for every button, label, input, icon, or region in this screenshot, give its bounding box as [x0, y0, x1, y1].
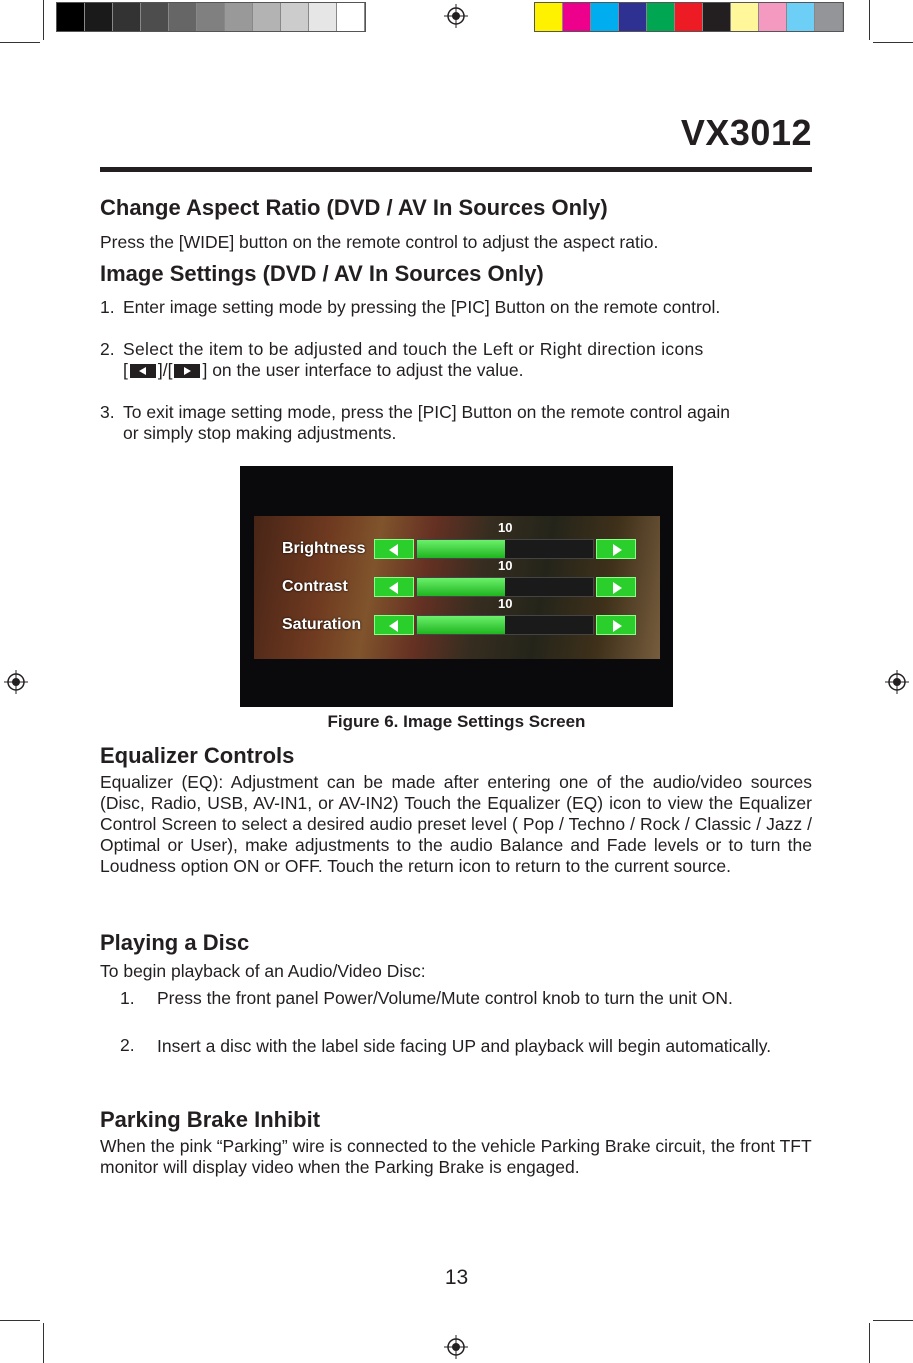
image-settings-heading: Image Settings (DVD / AV In Sources Only) [100, 261, 544, 286]
gray-swatch [253, 3, 281, 31]
slider-fill [417, 616, 505, 634]
gray-swatch [309, 3, 337, 31]
image-settings-screenshot [240, 466, 673, 707]
cmyk-color-bar [534, 2, 844, 32]
gray-swatch [197, 3, 225, 31]
gray-swatch [57, 3, 85, 31]
gray-swatch [85, 3, 113, 31]
setting-value: 10 [498, 558, 513, 573]
right-arrow-icon [613, 582, 622, 594]
decrease-button[interactable] [374, 615, 414, 635]
equalizer-text: Equalizer (EQ): Adjustment can be made after entering one of the audio/video sources (Disc, Radio, USB, AV-IN1, or AV-IN2) Touch the Equalizer (EQ) icon to view the Equalizer Control Screen to select a desired audio preset level ( Pop / Techno / Rock / Classic / Jazz / Optimal or User), make adjustments to the audio Balance and Fade levels or to turn the Loudness option ON or OFF. Touch the return icon to return to the current source. [100, 772, 812, 876]
setting-label: Saturation [282, 616, 362, 633]
left-arrow-icon [130, 364, 156, 378]
model-title: VX3012 [680, 112, 812, 153]
increase-button[interactable] [596, 577, 636, 597]
color-swatch [759, 3, 787, 31]
slider-fill [417, 540, 505, 558]
increase-button[interactable] [596, 615, 636, 635]
parking-brake-heading: Parking Brake Inhibit [100, 1107, 321, 1132]
crop-mark [869, 1323, 870, 1363]
registration-mark-icon [444, 4, 468, 28]
decrease-button[interactable] [374, 539, 414, 559]
parking-brake-text: When the pink “Parking” wire is connected to the vehicle Parking Brake circuit, the front TFT monitor will display video when the Parking Brake is engaged. [100, 1136, 812, 1177]
setting-slider[interactable] [416, 539, 594, 559]
gray-swatch [169, 3, 197, 31]
step-text: Press the front panel Power/Volume/Mute control knob to turn the unit ON. [157, 988, 733, 1008]
step-number: 2. [100, 339, 115, 359]
left-arrow-icon [389, 582, 398, 594]
registration-mark-icon [885, 670, 909, 694]
color-swatch [619, 3, 647, 31]
registration-mark-icon [4, 670, 28, 694]
page-number: 13 [444, 1266, 469, 1289]
setting-label: Brightness [282, 540, 366, 557]
color-swatch [703, 3, 731, 31]
setting-slider[interactable] [416, 577, 594, 597]
crop-mark [873, 42, 913, 43]
playing-disc-intro: To begin playback of an Audio/Video Disc: [100, 961, 426, 981]
color-swatch [675, 3, 703, 31]
color-swatch [787, 3, 815, 31]
grayscale-color-bar [56, 2, 366, 32]
color-swatch [731, 3, 759, 31]
color-swatch [591, 3, 619, 31]
left-arrow-icon [389, 620, 398, 632]
step-number: 1. [120, 988, 135, 1008]
step-text: Select the item to be adjusted and touch the Left or Right direction icons [123, 339, 704, 359]
step-text: Insert a disc with the label side facing UP and playback will begin automatically. [157, 1036, 772, 1056]
bracket-open: [ [123, 360, 128, 380]
right-arrow-icon [613, 620, 622, 632]
color-swatch [815, 3, 843, 31]
gray-swatch [113, 3, 141, 31]
increase-button[interactable] [596, 539, 636, 559]
crop-mark [43, 1323, 44, 1363]
setting-slider[interactable] [416, 615, 594, 635]
playing-disc-heading: Playing a Disc [100, 930, 250, 955]
figure-caption: Figure 6. Image Settings Screen [327, 712, 586, 731]
step-text-continued [123, 360, 812, 381]
color-swatch [647, 3, 675, 31]
crop-mark [43, 0, 44, 40]
crop-mark [873, 1320, 913, 1321]
aspect-ratio-text: Press the [WIDE] button on the remote control to adjust the aspect ratio. [100, 232, 659, 252]
crop-mark [0, 42, 40, 43]
header-rule [100, 167, 812, 172]
crop-mark [0, 1320, 40, 1321]
color-swatch [535, 3, 563, 31]
registration-mark-icon [444, 1335, 468, 1359]
step-text-continued: or simply stop making adjustments. [123, 423, 397, 443]
slider-fill [417, 578, 505, 596]
gray-swatch [141, 3, 169, 31]
setting-label: Contrast [282, 578, 348, 595]
bracket-mid: ]/[ [157, 360, 173, 380]
gray-swatch [225, 3, 253, 31]
setting-value: 10 [498, 520, 513, 535]
aspect-ratio-heading: Change Aspect Ratio (DVD / AV In Sources Only) [100, 195, 608, 220]
right-arrow-icon [174, 364, 200, 378]
right-arrow-icon [613, 544, 622, 556]
gray-swatch [337, 3, 365, 31]
setting-value: 10 [498, 596, 513, 611]
step-number: 2. [120, 1035, 135, 1055]
step-text: Enter image setting mode by pressing the [PIC] Button on the remote control. [123, 297, 721, 317]
decrease-button[interactable] [374, 577, 414, 597]
bracket-close: ] on the user interface to adjust the value. [202, 360, 524, 380]
equalizer-heading: Equalizer Controls [100, 743, 295, 768]
step-number: 1. [100, 297, 115, 317]
color-swatch [563, 3, 591, 31]
step-number: 3. [100, 402, 115, 422]
step-text: To exit image setting mode, press the [PIC] Button on the remote control again [123, 402, 730, 422]
crop-mark [869, 0, 870, 40]
left-arrow-icon [389, 544, 398, 556]
gray-swatch [281, 3, 309, 31]
